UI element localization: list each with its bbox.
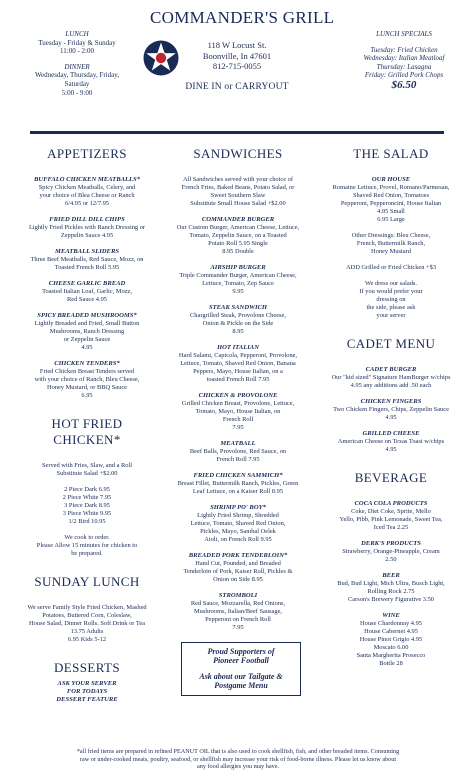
desc-line: 13.75 Adults xyxy=(70,628,104,635)
option-line: 2 Piece Dark 6.95 xyxy=(64,486,110,493)
item-name: MEATBALL xyxy=(220,440,256,447)
note-line: be prepared. xyxy=(71,550,103,557)
item-desc-line: Chargrilled Steak, Provolone Cheese, xyxy=(190,312,286,319)
restaurant-title: COMMANDER'S GRILL xyxy=(150,8,335,27)
menu-item xyxy=(318,430,464,454)
item-name: CHICKEN FINGERS xyxy=(360,398,422,405)
item-desc-line: Lightly Fried Shrimp, Shredded xyxy=(197,512,279,519)
menu-item xyxy=(167,216,309,256)
item-desc-line: Moscato 6.00 xyxy=(373,644,409,651)
item-desc-line: Yello, Pibb, Pink Lemonade, Sweet Tea, xyxy=(339,516,443,523)
beverage-heading: BEVERAGE xyxy=(354,470,428,485)
middle-column xyxy=(167,142,309,696)
note-line: We dress our salads. xyxy=(364,280,418,287)
item-desc-line: Leaf Lettuce, on a Kaiser Roll 8.95 xyxy=(192,488,284,495)
lunch-days: Tuesday - Friday & Sunday xyxy=(38,38,116,47)
menu-item xyxy=(318,398,464,422)
item-desc-line: Our Custom Burger, American Cheese, Lettuce, xyxy=(176,224,300,231)
item-desc-line: Santa Margherita Prosecco xyxy=(356,652,426,659)
option-line: 3 Piece White 9.95 xyxy=(62,510,112,517)
dinner-days-2: Saturday xyxy=(64,79,90,88)
menu-item xyxy=(16,280,158,304)
dinner-label: DINNER xyxy=(64,62,90,71)
football-box xyxy=(181,642,301,696)
note-line: your server xyxy=(376,312,406,319)
desc-line: Romaine Lettuce, Provel, Romano/Parmesan, xyxy=(332,184,450,191)
item-name: FRIED CHICKEN SAMMICH* xyxy=(193,472,283,479)
dessert-line: ASK YOUR SERVER xyxy=(57,680,117,687)
menu-item xyxy=(167,344,309,384)
note-line: the side, please ask xyxy=(366,304,416,311)
footnote-line: *all fried items are prepared in refined PEANUT OIL that is also used to cook shellfish, fish, and other breaded items. Consuming xyxy=(76,748,400,755)
box-line: Proud Supporters of xyxy=(207,647,275,656)
item-desc-line: Triple Commander Burger, American Cheese, xyxy=(179,272,297,279)
menu-item xyxy=(167,304,309,336)
box-line: Ask about our Tailgate & xyxy=(199,671,283,681)
item-desc-line: Lettuce, Tomato, Shaved Red Onion, Banana xyxy=(180,360,296,367)
item-name: DERK'S PRODUCTS xyxy=(361,540,421,547)
item-desc-line: Rolling Rock 2.75 xyxy=(367,588,415,595)
menu-item xyxy=(167,392,309,432)
item-desc-line: Iced Tea 2.25 xyxy=(373,524,409,531)
item-name: STEAK SANDWICH xyxy=(208,304,268,311)
item-desc-line: 2.50 xyxy=(385,556,397,563)
item-desc-line: Coke, Diet Coke, Sprite, Mello xyxy=(351,508,431,515)
item-desc-line: Hard Salami, Capicola, Pepperoni, Provolone, xyxy=(178,352,298,359)
salad-note xyxy=(318,280,464,320)
desc-line: 6.95 Kids 5-12 xyxy=(67,636,107,643)
cadet-list xyxy=(318,366,464,454)
item-desc-line: Tomato, Zeppelin Sauce, on a Toasted xyxy=(189,232,287,239)
menu-item xyxy=(318,366,464,390)
footnote-line: any food allergies you may have. xyxy=(196,763,280,771)
item-desc-line: Spicy Chicken Meatballs, Celery, and xyxy=(38,184,136,191)
desc-line: Shaved Red Onion, Tomatoes xyxy=(352,192,430,199)
salad-name: OUR HOUSE xyxy=(371,176,411,183)
salad-other-dressings xyxy=(318,232,464,256)
desc-line: Potatoes, Buttered Corn, Coleslaw, xyxy=(42,612,132,619)
item-name: FRIED DILL DILL CHIPS xyxy=(49,216,125,223)
item-name: CHICKEN TENDERS* xyxy=(54,360,120,367)
footnote-line: raw or under-cooked meats, poultry, seafood, or shellfish may increase your risk of food-borne illness. Please let us know about xyxy=(79,755,397,763)
box-line: Pioneer Football xyxy=(213,656,269,666)
menu-item xyxy=(16,216,158,240)
item-desc-line: Our "kid sized" Signature HamBurger w/chips xyxy=(331,374,451,381)
desc-line: 6.95 Large xyxy=(377,216,405,223)
left-column xyxy=(16,142,158,704)
sunday-lunch-heading: SUNDAY LUNCH xyxy=(34,574,140,589)
item-desc-line: Pepperoni on French Roll xyxy=(205,616,271,623)
salad-heading: THE SALAD xyxy=(353,146,429,161)
item-name: SHRIMP PO' BOY* xyxy=(210,504,266,511)
menu-item xyxy=(167,504,309,544)
item-name: BUFFALO CHICKEN MEATBALLS* xyxy=(33,176,141,183)
item-desc-line: Onion on Side 8.95 xyxy=(213,576,263,583)
desc-line: Honey Mustard xyxy=(371,248,411,255)
item-desc-line: House Chardonnay 4.95 xyxy=(360,620,422,627)
item-name: BEER xyxy=(382,572,400,579)
item-desc-line: 8.95 Double xyxy=(222,248,254,255)
item-desc-line: 6/4.95 or 12/7.95 xyxy=(64,200,110,207)
item-desc-line: Red Sauce 4.95 xyxy=(67,296,107,303)
item-desc-line: Onion & Pickle on the Side xyxy=(202,320,274,327)
dinner-days-1: Wednesday, Thursday, Friday, xyxy=(34,71,120,80)
item-desc-line: House Cabernet 4.95 xyxy=(364,628,418,635)
sunday-lunch-desc xyxy=(16,604,158,644)
desc-line: 4.95 Small xyxy=(377,208,405,215)
item-name: SPICY BREADED MUSHROOMS* xyxy=(37,312,137,319)
special-item: Friday: Grilled Pork Chops xyxy=(364,71,444,80)
dessert-line: DESSERT FEATURE xyxy=(56,696,118,703)
hot-fried-note xyxy=(16,534,158,558)
sandwiches-intro xyxy=(167,176,309,208)
right-column xyxy=(318,142,464,676)
item-name: AIRSHIP BURGER xyxy=(210,264,266,271)
special-item: Thursday: Lasagna xyxy=(376,62,432,71)
appetizer-list xyxy=(16,176,158,400)
phone-number: 812-715-0055 xyxy=(212,61,262,72)
lunch-specials-block xyxy=(340,30,468,90)
menu-item xyxy=(167,472,309,496)
sandwich-list xyxy=(167,216,309,632)
item-desc-line: Lettuce, Tomato, Shaved Red Onion, xyxy=(190,520,286,527)
menu-item xyxy=(16,176,158,208)
item-desc-line: Grilled Chicken Breast, Provolone, Lettuce, xyxy=(181,400,295,407)
item-desc-line: Zeppelin Sauce 4.95 xyxy=(60,232,114,239)
item-desc-line: Bud, Bud Light, Mich Ultra, Busch Light, xyxy=(337,580,445,587)
item-desc-line: French Roll xyxy=(222,416,254,423)
address-line-2: Boonville, In 47601 xyxy=(202,50,272,61)
item-desc-line: Carson's Brewery Figurative 3.50 xyxy=(348,596,434,603)
item-desc-line: Bottle 28 xyxy=(379,660,403,667)
item-desc-line: 6.95 xyxy=(81,392,93,399)
item-desc-line: Pickles, Mayo, Sambal Oelek xyxy=(200,528,276,535)
item-desc-line: with your choice of Ranch, Bleu Cheese, xyxy=(34,376,140,383)
salad-desc xyxy=(318,184,464,224)
lunch-hours: 11:00 - 2:00 xyxy=(60,47,94,56)
desc-line: House Salad, Dinner Rolls. Soft Drink or Tea xyxy=(28,620,146,627)
item-desc-line: Lettuce, Tomato, Zep Sauce xyxy=(202,280,274,287)
box-line: Postgame Menu xyxy=(214,681,268,691)
item-desc-line: Fried Chicken Breast Tenders served xyxy=(39,368,135,375)
dessert-line: FOR TODAYS xyxy=(66,688,108,695)
item-desc-line: 4.95 xyxy=(385,414,397,421)
intro-line: Sweet Southern Slaw xyxy=(210,192,266,199)
menu-item xyxy=(318,500,464,532)
note-line: dressing on xyxy=(376,296,406,303)
desc-line: We serve Family Style Fried Chicken, Mashed xyxy=(27,604,147,611)
specials-price: $6.50 xyxy=(391,78,417,91)
intro-line: Served with Fries, Slaw, and a Roll xyxy=(41,462,133,469)
item-name: BREADED PORK TENDERLOIN* xyxy=(188,552,288,559)
hot-fried-options xyxy=(16,486,158,526)
item-desc-line: Toasted Italian Loaf, Garlic, Mozz, xyxy=(42,288,132,295)
intro-line: Substitute Small House Salad +$2.00 xyxy=(190,200,286,207)
item-name: STROMBOLI xyxy=(218,592,258,599)
item-desc-line: Tomato, Mayo, House Italian, on xyxy=(195,408,281,415)
note-line: We cook to order. xyxy=(64,534,110,541)
item-desc-line: 8.95 xyxy=(232,328,244,335)
item-desc-line: 7.95 xyxy=(232,624,244,631)
hot-fried-intro xyxy=(16,462,158,478)
header-divider xyxy=(30,131,444,134)
item-name: CHEESE GARLIC BREAD xyxy=(48,280,126,287)
menu-item xyxy=(16,312,158,352)
item-desc-line: American Cheese on Texas Toast w/chips xyxy=(337,438,445,445)
item-desc-line: Breast Fillet, Buttermilk Ranch, Pickles, Green xyxy=(177,480,299,487)
header-center xyxy=(150,8,335,92)
item-desc-line: Hand Cut, Pounded, and Breaded xyxy=(195,560,281,567)
item-desc-line: Strawberry, Orange-Pineapple, Cream xyxy=(342,548,440,555)
item-desc-line: Aioli, on French Roll 9.95 xyxy=(204,536,272,543)
item-desc-line: 9.95 xyxy=(232,288,244,295)
item-name: WINE xyxy=(382,612,400,619)
item-desc-line: Beef Balls, Provolone, Red Sauce, on xyxy=(189,448,287,455)
beverage-list xyxy=(318,500,464,668)
note-line: If you would prefer your xyxy=(359,288,423,295)
intro-line: French Fries, Baked Beans, Potato Salad, or xyxy=(181,184,295,191)
item-name: GRILLED CHEESE xyxy=(362,430,420,437)
hours-block xyxy=(22,30,132,97)
item-name: CADET BURGER xyxy=(365,366,417,373)
menu-item xyxy=(16,360,158,400)
item-desc-line: Toasted French Roll 5.95 xyxy=(54,264,120,271)
intro-line: All Sandwiches served with your choice of xyxy=(182,176,294,183)
menu-item xyxy=(167,552,309,584)
item-name: COCA COLA PRODUCTS xyxy=(354,500,428,507)
option-line: 1/2 Bird 10.95 xyxy=(68,518,106,525)
item-desc-line: Honey Mustard, or BBQ Sauce xyxy=(46,384,128,391)
item-desc-line: Three Beef Meatballs, Red Sauce, Mozz, on xyxy=(30,256,144,263)
item-name: HOT ITALIAN xyxy=(217,344,259,351)
item-desc-line: toasted French Roll 7.95 xyxy=(206,376,270,383)
item-name: CHICKEN & PROVOLONE xyxy=(198,392,278,399)
specials-label: LUNCH SPECIALS xyxy=(376,30,432,38)
item-desc-line: Mushrooms, Italian/Beef Sausage, xyxy=(193,608,283,615)
salad-add-chicken: ADD Grilled or Fried Chicken +$3 xyxy=(345,264,437,271)
dine-in-note: DINE IN or CARRYOUT xyxy=(185,81,289,92)
allergy-footnote xyxy=(18,748,458,771)
item-desc-line: or Zeppelin Sauce xyxy=(63,336,111,343)
hot-fried-heading: HOT FRIED CHICKEN* xyxy=(51,416,123,447)
lunch-label: LUNCH xyxy=(65,30,89,38)
option-line: 3 Piece Dark 8.95 xyxy=(64,502,110,509)
item-desc-line: Lightly Fried Pickles with Ranch Dressing or xyxy=(28,224,146,231)
item-desc-line: House Pinot Grigio 4.95 xyxy=(359,636,423,643)
note-line: Please Allow 15 minutes for chicken to xyxy=(36,542,138,549)
desc-line: French, Buttermilk Ranch, xyxy=(356,240,426,247)
item-desc-line: Peppers, Mayo, House Italian, on a xyxy=(193,368,283,375)
intro-line: Substitute Salad +$2.00 xyxy=(56,470,118,477)
menu-item xyxy=(167,440,309,464)
cadet-heading: CADET MENU xyxy=(346,336,436,351)
menu-item xyxy=(16,248,158,272)
special-item: Wednesday: Italian Meatloaf xyxy=(363,54,445,63)
option-line: 2 Piece White 7.95 xyxy=(62,494,112,501)
menu-item xyxy=(167,264,309,296)
menu-item xyxy=(318,540,464,564)
appetizers-heading: APPETIZERS xyxy=(47,146,127,161)
item-desc-line: Lightly Breaded and Fried, Small Button xyxy=(34,320,140,327)
item-desc-line: Tenderloin of Pork, Kaiser Roll, Pickles & xyxy=(183,568,293,575)
dinner-hours: 5:00 - 9:00 xyxy=(61,88,93,97)
desc-line: Other Dressings: Bleu Cheese, xyxy=(351,232,431,239)
menu-item xyxy=(167,592,309,632)
item-desc-line: your choice of Blea Cheese or Ranch xyxy=(39,192,135,199)
menu-item xyxy=(318,612,464,668)
special-item: Tuesday: Fried Chicken xyxy=(370,45,438,54)
menu-item xyxy=(318,572,464,604)
item-desc-line: 4.95 any additions add .50 each xyxy=(350,382,432,389)
desc-line: Pepperoni, Pepperoncini, House Italian xyxy=(340,200,442,207)
item-desc-line: Red Sauce, Mozzarella, Red Onions, xyxy=(190,600,286,607)
item-desc-line: 4.95 xyxy=(385,446,397,453)
item-name: COMMANDER BURGER xyxy=(201,216,275,223)
item-desc-line: Potato Roll 5.95 Single xyxy=(208,240,268,247)
sandwiches-heading: SANDWICHES xyxy=(193,146,283,161)
item-desc-line: 4.95 xyxy=(81,344,93,351)
item-desc-line: Two Chicken Fingers, Chips, Zeppelin Sauce xyxy=(333,406,449,413)
address-line-1: 118 W Locust St. xyxy=(207,40,267,50)
item-desc-line: Mushrooms, Ranch Dressing xyxy=(49,328,125,335)
desserts-heading: DESSERTS xyxy=(54,660,120,675)
item-name: MEATBALL SLIDERS xyxy=(54,248,120,255)
item-desc-line: 7.95 xyxy=(232,424,244,431)
item-desc-line: French Roll 7.95 xyxy=(216,456,260,463)
